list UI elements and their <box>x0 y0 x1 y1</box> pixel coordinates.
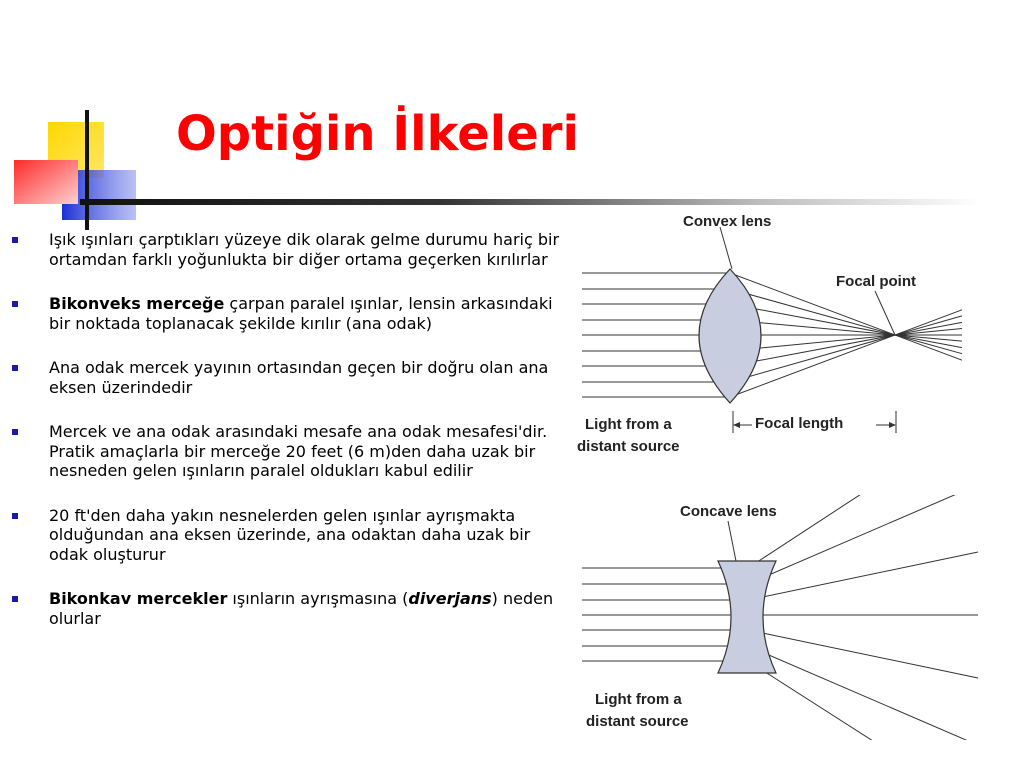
ray-line <box>748 646 978 740</box>
ray-line <box>748 495 978 568</box>
vertical-rule <box>85 110 89 230</box>
convex-lens-label: Convex lens <box>683 213 772 230</box>
bullet-bold-term: Bikonkav mercekler <box>49 589 228 608</box>
bullet-item <box>0 358 560 397</box>
bullet-text: çarpan paralel ışınlar, lensin arkasındaki bir noktada toplanacak şekilde kırılır (ana odak) <box>49 294 553 333</box>
focal-point-label: Focal point <box>836 273 916 290</box>
ray-line <box>748 495 978 584</box>
slide-title: Optiğin İlkeleri <box>176 106 579 162</box>
concave-lens-diagram <box>570 495 990 740</box>
convex-lens-leader <box>720 227 732 269</box>
bullet-text: Mercek ve ana odak arasındaki mesafe ana odak mesafesi'dir. Pratik amaçlarla bir merceğe 20 feet (6 m)den daha uzak bir nesneden gelen ışınların paralel oldukları kabul edilir <box>49 422 548 480</box>
concave-lens-label: Concave lens <box>680 503 777 520</box>
bullet-item <box>0 506 560 565</box>
bullet-marker <box>12 365 18 371</box>
bullet-text: 20 ft'den daha yakın nesnelerden gelen ışınlar ayrışmakta olduğundan ana eksen üzerinde, ana odaktan daha uzak bir odak oluşturur <box>49 505 531 564</box>
bullet-item <box>0 294 560 333</box>
convex-source-label: distant source <box>577 438 680 455</box>
focal-length-arrowhead-left <box>733 422 740 428</box>
ray-line <box>748 630 978 678</box>
bullet-text: ışınların ayrışmasına ( <box>227 589 409 608</box>
convex-rays <box>582 273 962 397</box>
ray-line <box>748 661 978 740</box>
concave-lens-leader <box>728 521 736 561</box>
bullet-marker <box>12 429 18 435</box>
bullet-marker <box>12 596 18 602</box>
bullet-text: Ana odak mercek yayının ortasından geçen bir doğru olan ana eksen üzerindedir <box>49 358 549 397</box>
bullet-marker <box>12 513 18 519</box>
bullet-list <box>0 230 560 653</box>
bullet-bold-term: Bikonveks merceğe <box>49 294 225 313</box>
bullet-item <box>0 422 560 481</box>
focal-length-arrowhead-right <box>889 422 896 428</box>
bullet-text: ) neden olurlar <box>49 589 554 628</box>
bullet-marker <box>12 237 18 243</box>
focal-length-label: Focal length <box>755 415 844 432</box>
concave-source-label: Light from a <box>595 691 682 708</box>
bullet-item <box>0 230 560 269</box>
bullet-marker <box>12 301 18 307</box>
bullet-italic-term: diverjans <box>408 589 492 608</box>
bullet-text: Işık ışınları çarptıkları yüzeye dik olarak gelme durumu hariç bir ortamdan farklı yoğunlukta bir diğer ortama geçerken kırılırlar <box>49 230 560 269</box>
concave-source-label: distant source <box>586 713 689 730</box>
convex-lens-diagram <box>570 205 970 460</box>
concave-lens-shape <box>718 561 776 673</box>
convex-source-label: Light from a <box>585 416 672 433</box>
ray-line <box>748 552 978 600</box>
bullet-item <box>0 589 560 628</box>
red-square <box>14 160 78 204</box>
